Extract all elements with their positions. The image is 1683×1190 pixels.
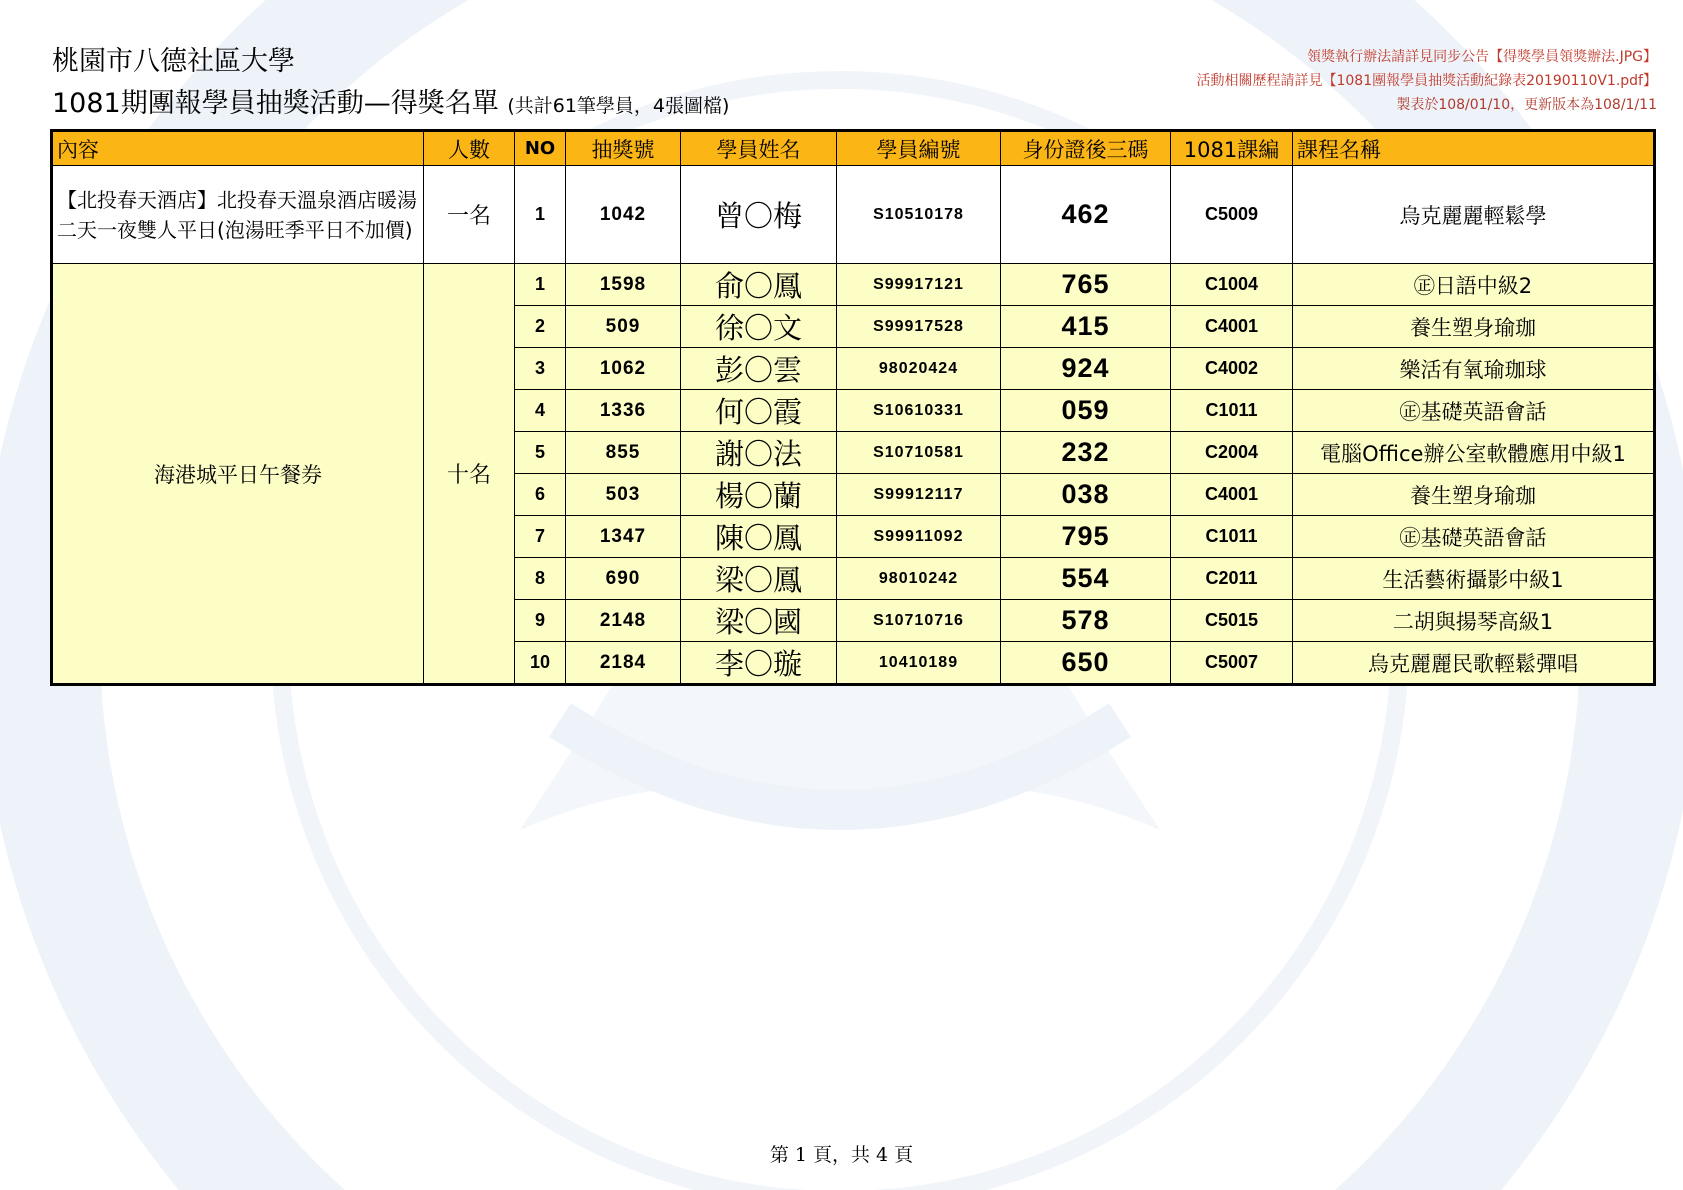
course-code: C5015 — [1171, 600, 1293, 642]
student-id: 98020424 — [837, 348, 1001, 390]
row-no: 7 — [515, 516, 566, 558]
title-subtitle: (共計61筆學員，4張圖檔) — [507, 95, 730, 117]
col-header-draw-no: 抽獎號 — [566, 131, 681, 166]
course-code: C5007 — [1171, 642, 1293, 685]
student-id: S10610331 — [837, 390, 1001, 432]
title-text: 1081期團報學員抽獎活動—得獎名單 — [52, 88, 499, 119]
draw-number: 1598 — [566, 264, 681, 306]
draw-number: 690 — [566, 558, 681, 600]
course-name: ㊣日語中級2 — [1293, 264, 1655, 306]
course-name: 二胡與揚琴高級1 — [1293, 600, 1655, 642]
id-last3: 795 — [1001, 516, 1171, 558]
student-name: 彭〇雲 — [681, 348, 837, 390]
student-id: S99912117 — [837, 474, 1001, 516]
draw-number: 1042 — [566, 166, 681, 264]
id-last3: 578 — [1001, 600, 1171, 642]
id-last3: 415 — [1001, 306, 1171, 348]
row-no: 5 — [515, 432, 566, 474]
note-activity-record: 活動相關歷程請詳見【1081團報學員抽獎活動紀錄表20190110V1.pdf】 — [1196, 73, 1657, 89]
student-name: 何〇霞 — [681, 390, 837, 432]
draw-number: 1062 — [566, 348, 681, 390]
id-last3: 554 — [1001, 558, 1171, 600]
student-name: 梁〇鳳 — [681, 558, 837, 600]
note-redeem-rules: 領獎執行辦法請詳見同步公告【得獎學員領獎辦法.JPG】 — [1307, 49, 1657, 65]
student-name: 俞〇鳳 — [681, 264, 837, 306]
student-id: 98010242 — [837, 558, 1001, 600]
course-name: 養生塑身瑜珈 — [1293, 306, 1655, 348]
id-last3: 765 — [1001, 264, 1171, 306]
col-header-no: NO — [515, 131, 566, 166]
col-header-course-code: 1081課編 — [1171, 131, 1293, 166]
course-name: 烏克麗麗輕鬆學 — [1293, 166, 1655, 264]
course-name: ㊣基礎英語會話 — [1293, 390, 1655, 432]
id-last3: 462 — [1001, 166, 1171, 264]
course-code: C2004 — [1171, 432, 1293, 474]
table-row — [52, 264, 1655, 306]
student-id: S99911092 — [837, 516, 1001, 558]
course-code: C1011 — [1171, 516, 1293, 558]
page-number: 第 1 頁，共 4 頁 — [769, 1144, 914, 1166]
student-name: 謝〇法 — [681, 432, 837, 474]
prize-description: 海港城平日午餐券 — [52, 264, 424, 685]
row-no: 1 — [515, 166, 566, 264]
draw-number: 1347 — [566, 516, 681, 558]
student-id: 10410189 — [837, 642, 1001, 685]
school-name: 桃園市八德社區大學 — [52, 46, 295, 77]
student-id: S10710716 — [837, 600, 1001, 642]
winner-count: 一名 — [424, 166, 515, 264]
student-name: 李〇璇 — [681, 642, 837, 685]
draw-number: 855 — [566, 432, 681, 474]
course-code: C1004 — [1171, 264, 1293, 306]
draw-number: 509 — [566, 306, 681, 348]
draw-number: 1336 — [566, 390, 681, 432]
id-last3: 059 — [1001, 390, 1171, 432]
id-last3: 038 — [1001, 474, 1171, 516]
note-version: 製表於108/01/10，更新版本為108/1/11 — [1396, 97, 1657, 113]
row-no: 10 — [515, 642, 566, 685]
row-no: 2 — [515, 306, 566, 348]
course-code: C4001 — [1171, 306, 1293, 348]
course-name: 樂活有氧瑜珈球 — [1293, 348, 1655, 390]
prize-description: 【北投春天酒店】北投春天溫泉酒店暖湯二天一夜雙人平日(泡湯旺季平日不加價) — [52, 166, 424, 264]
row-no: 8 — [515, 558, 566, 600]
col-header-student-id: 學員編號 — [837, 131, 1001, 166]
course-code: C4002 — [1171, 348, 1293, 390]
col-header-content: 內容 — [52, 131, 424, 166]
table-row — [52, 166, 1655, 264]
row-no: 6 — [515, 474, 566, 516]
draw-number: 503 — [566, 474, 681, 516]
student-name: 陳〇鳳 — [681, 516, 837, 558]
student-id: S99917121 — [837, 264, 1001, 306]
course-name: 養生塑身瑜珈 — [1293, 474, 1655, 516]
id-last3: 650 — [1001, 642, 1171, 685]
student-id: S10710581 — [837, 432, 1001, 474]
course-code: C1011 — [1171, 390, 1293, 432]
page-title — [52, 88, 729, 122]
course-code: C5009 — [1171, 166, 1293, 264]
col-header-name: 學員姓名 — [681, 131, 837, 166]
course-name: ㊣基礎英語會話 — [1293, 516, 1655, 558]
student-name: 梁〇國 — [681, 600, 837, 642]
student-id: S99917528 — [837, 306, 1001, 348]
id-last3: 924 — [1001, 348, 1171, 390]
course-name: 電腦Office辦公室軟體應用中級1 — [1293, 432, 1655, 474]
row-no: 1 — [515, 264, 566, 306]
row-no: 9 — [515, 600, 566, 642]
course-name: 生活藝術攝影中級1 — [1293, 558, 1655, 600]
winner-count: 十名 — [424, 264, 515, 685]
student-name: 曾〇梅 — [681, 166, 837, 264]
student-id: S10510178 — [837, 166, 1001, 264]
course-code: C2011 — [1171, 558, 1293, 600]
id-last3: 232 — [1001, 432, 1171, 474]
table-header-row — [52, 131, 1655, 166]
draw-number: 2148 — [566, 600, 681, 642]
row-no: 4 — [515, 390, 566, 432]
student-name: 徐〇文 — [681, 306, 837, 348]
winners-table — [50, 129, 1656, 686]
col-header-course-name: 課程名稱 — [1293, 131, 1655, 166]
course-code: C4001 — [1171, 474, 1293, 516]
row-no: 3 — [515, 348, 566, 390]
col-header-count: 人數 — [424, 131, 515, 166]
student-name: 楊〇蘭 — [681, 474, 837, 516]
course-name: 烏克麗麗民歌輕鬆彈唱 — [1293, 642, 1655, 685]
col-header-id-last3: 身份證後三碼 — [1001, 131, 1171, 166]
draw-number: 2184 — [566, 642, 681, 685]
